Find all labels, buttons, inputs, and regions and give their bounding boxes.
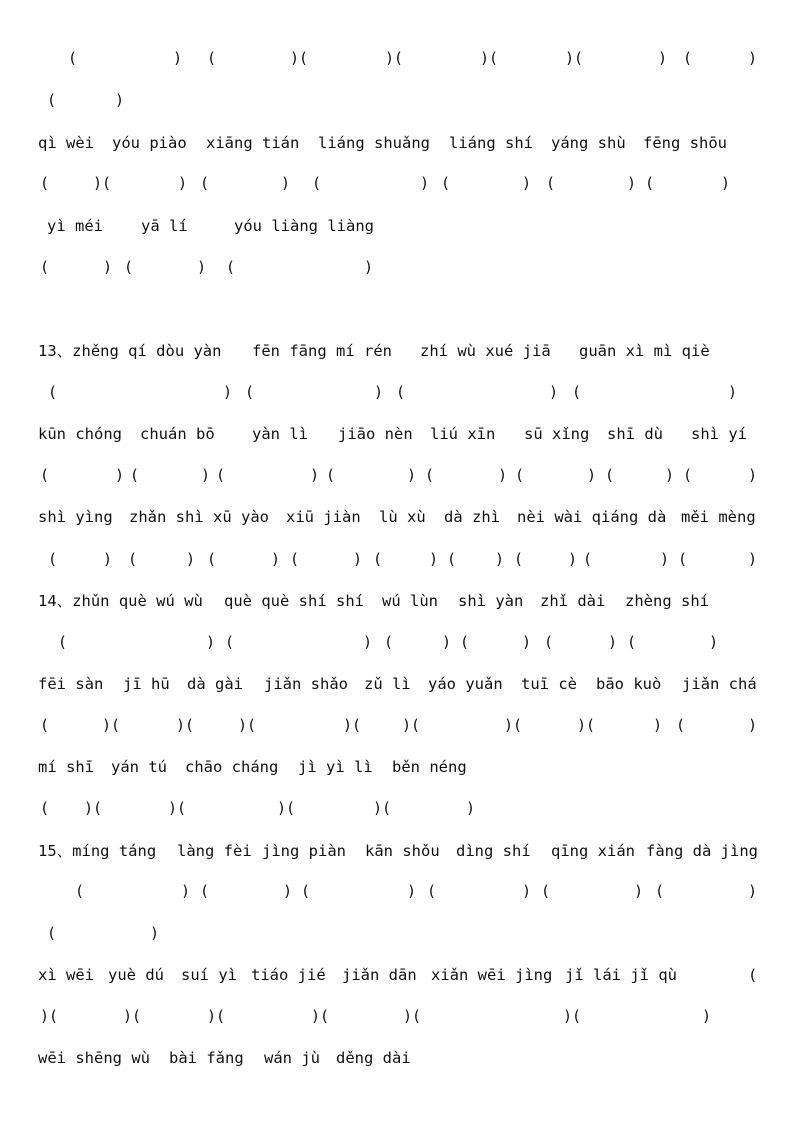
pinyin-word: fēn fāng mí rén bbox=[252, 342, 392, 360]
answer-blank-paren[interactable]: ) bbox=[466, 799, 476, 817]
answer-blank-paren[interactable]: ( bbox=[460, 633, 470, 651]
answer-blank-paren[interactable]: ) bbox=[407, 882, 417, 900]
pinyin-word: xì wēi bbox=[38, 966, 94, 984]
answer-blank-paren[interactable]: ( bbox=[627, 633, 637, 651]
answer-blank-paren[interactable]: )( bbox=[402, 716, 421, 734]
answer-blank-paren[interactable]: ( bbox=[200, 174, 210, 192]
pinyin-word: zǔ lì bbox=[364, 675, 411, 693]
pinyin-word: jì yì lì bbox=[298, 758, 373, 776]
answer-blank-paren[interactable]: ( bbox=[48, 550, 58, 568]
pinyin-word: yā lí bbox=[141, 217, 188, 235]
answer-blank-paren[interactable]: ) bbox=[420, 174, 430, 192]
answer-blank-paren[interactable]: ( bbox=[40, 174, 50, 192]
answer-blank-paren[interactable]: ) bbox=[660, 550, 670, 568]
answer-blank-paren[interactable]: ( bbox=[676, 716, 686, 734]
answer-blank-paren[interactable]: ) bbox=[407, 466, 417, 484]
pinyin-word: làng fèi bbox=[177, 842, 252, 860]
answer-blank-paren[interactable]: )( bbox=[565, 49, 584, 67]
answer-blank-paren[interactable]: )( bbox=[577, 716, 596, 734]
answer-blank-row bbox=[0, 797, 794, 819]
answer-blank-paren[interactable]: ) bbox=[748, 466, 758, 484]
answer-blank-paren[interactable]: ) bbox=[568, 550, 578, 568]
answer-blank-paren[interactable]: )( bbox=[277, 799, 296, 817]
pinyin-word: shì yìng bbox=[38, 508, 113, 526]
pinyin-word: jiǎn shǎo bbox=[264, 675, 348, 693]
answer-blank-paren[interactable]: ) bbox=[201, 466, 211, 484]
answer-blank-paren[interactable]: ) bbox=[197, 258, 207, 276]
pinyin-row bbox=[0, 340, 794, 362]
pinyin-word: shì yí bbox=[691, 425, 747, 443]
answer-blank-paren[interactable]: )( bbox=[290, 49, 309, 67]
answer-blank-paren[interactable]: ( bbox=[216, 466, 226, 484]
pinyin-word: yáng shù bbox=[551, 134, 626, 152]
answer-blank-paren[interactable]: ) bbox=[653, 716, 663, 734]
pinyin-word: yàn lì bbox=[252, 425, 308, 443]
pinyin-row bbox=[0, 132, 794, 154]
answer-blank-paren[interactable]: )( bbox=[168, 799, 187, 817]
answer-blank-paren[interactable]: ) bbox=[223, 383, 233, 401]
pinyin-word: chāo cháng bbox=[185, 758, 279, 776]
pinyin-row bbox=[0, 423, 794, 445]
answer-blank-paren[interactable]: ) bbox=[634, 882, 644, 900]
answer-blank-paren[interactable]: )( bbox=[102, 716, 121, 734]
answer-blank-paren[interactable]: ) bbox=[587, 466, 597, 484]
answer-blank-paren[interactable]: ( bbox=[447, 550, 457, 568]
answer-blank-paren[interactable]: ( bbox=[301, 882, 311, 900]
pinyin-word: chuán bō bbox=[140, 425, 215, 443]
answer-blank-paren[interactable]: ( bbox=[655, 882, 665, 900]
pinyin-word: mí shī bbox=[38, 758, 94, 776]
answer-blank-paren[interactable]: ( bbox=[683, 466, 693, 484]
answer-blank-paren[interactable]: ( bbox=[326, 466, 336, 484]
pinyin-word: 13、zhěng qí dòu yàn bbox=[38, 342, 222, 360]
answer-blank-paren[interactable]: ( bbox=[48, 383, 58, 401]
answer-blank-paren[interactable]: ( bbox=[583, 550, 593, 568]
answer-blank-paren[interactable]: ( bbox=[541, 882, 551, 900]
pinyin-word: lù xù bbox=[379, 508, 426, 526]
pinyin-word: yóu piào bbox=[112, 134, 187, 152]
answer-blank-paren[interactable]: ( bbox=[58, 633, 68, 651]
answer-blank-paren[interactable]: ( bbox=[373, 550, 383, 568]
answer-blank-paren[interactable]: ) bbox=[103, 258, 113, 276]
answer-blank-paren[interactable]: ( bbox=[572, 383, 582, 401]
pinyin-word: yì méi bbox=[47, 217, 103, 235]
answer-blank-row bbox=[0, 381, 794, 403]
answer-blank-paren[interactable]: ( bbox=[645, 174, 655, 192]
answer-blank-paren[interactable]: ) bbox=[549, 383, 559, 401]
pinyin-word: dà zhì bbox=[444, 508, 500, 526]
answer-blank-paren[interactable]: ) bbox=[173, 49, 183, 67]
pinyin-word: sū xǐng bbox=[524, 425, 590, 443]
pinyin-word: zhǐ dài bbox=[540, 592, 606, 610]
pinyin-row bbox=[0, 840, 794, 862]
pinyin-word: qīng xián bbox=[551, 842, 635, 860]
answer-blank-paren[interactable]: ) bbox=[363, 633, 373, 651]
answer-blank-paren[interactable]: ( bbox=[40, 799, 50, 817]
answer-blank-paren[interactable]: )( bbox=[176, 716, 195, 734]
answer-blank-paren[interactable]: ( bbox=[544, 633, 554, 651]
pinyin-word: dà gài bbox=[187, 675, 243, 693]
answer-blank-paren[interactable]: ) bbox=[150, 924, 160, 942]
answer-blank-paren[interactable]: ( bbox=[546, 174, 556, 192]
pinyin-word: 15、míng táng bbox=[38, 842, 157, 860]
answer-blank-paren[interactable]: ( bbox=[130, 466, 140, 484]
answer-blank-paren[interactable]: )( bbox=[504, 716, 523, 734]
answer-blank-paren[interactable]: ( bbox=[207, 49, 217, 67]
pinyin-word: nèi wài qiáng dà bbox=[517, 508, 667, 526]
pinyin-word: guān xì mì qiè bbox=[579, 342, 710, 360]
answer-blank-paren[interactable]: ) bbox=[115, 466, 125, 484]
answer-blank-paren[interactable]: ) bbox=[353, 550, 363, 568]
answer-blank-paren[interactable]: ) bbox=[429, 550, 439, 568]
pinyin-word: tuī cè bbox=[521, 675, 577, 693]
pinyin-row bbox=[0, 506, 794, 528]
answer-blank-row bbox=[0, 548, 794, 570]
answer-blank-paren[interactable]: ) bbox=[283, 882, 293, 900]
answer-blank-paren[interactable]: ( bbox=[290, 550, 300, 568]
pinyin-row bbox=[0, 673, 794, 695]
pinyin-word: xiāng tián bbox=[206, 134, 300, 152]
pinyin-row bbox=[0, 1047, 794, 1069]
answer-blank-paren[interactable]: ) bbox=[522, 174, 532, 192]
answer-blank-paren[interactable]: ) bbox=[103, 550, 113, 568]
answer-blank-paren[interactable]: )( bbox=[207, 1007, 226, 1025]
answer-blank-paren[interactable]: ) bbox=[709, 633, 719, 651]
answer-blank-row bbox=[0, 631, 794, 653]
answer-blank-paren[interactable]: ) bbox=[748, 882, 758, 900]
pinyin-word: wán jù bbox=[264, 1049, 320, 1067]
pinyin-word: fàng dà jìng bbox=[646, 842, 758, 860]
pinyin-row bbox=[0, 590, 794, 612]
answer-blank-paren[interactable]: ) bbox=[495, 550, 505, 568]
answer-blank-row bbox=[0, 47, 794, 69]
answer-blank-paren[interactable]: ) bbox=[658, 49, 668, 67]
answer-blank-paren[interactable]: ( bbox=[427, 882, 437, 900]
answer-blank-paren[interactable]: )( bbox=[84, 799, 103, 817]
answer-blank-paren[interactable]: ( bbox=[40, 466, 50, 484]
answer-blank-paren[interactable]: ( bbox=[683, 49, 693, 67]
answer-blank-paren[interactable]: ( bbox=[40, 258, 50, 276]
answer-blank-paren[interactable]: ( bbox=[47, 924, 57, 942]
pinyin-word: jìng piàn bbox=[262, 842, 346, 860]
answer-blank-paren[interactable]: ) bbox=[498, 466, 508, 484]
answer-blank-paren[interactable]: )( bbox=[373, 799, 392, 817]
answer-blank-paren[interactable]: ) bbox=[310, 466, 320, 484]
answer-blank-row bbox=[0, 1005, 794, 1027]
pinyin-word: zhí wù xué jiā bbox=[420, 342, 551, 360]
pinyin-word: yuè dú bbox=[108, 966, 164, 984]
answer-blank-paren[interactable]: ( bbox=[226, 258, 236, 276]
answer-blank-row bbox=[0, 922, 794, 944]
pinyin-word: jǐ lái jǐ qù bbox=[565, 966, 677, 984]
answer-blank-paren[interactable]: ) bbox=[702, 1007, 712, 1025]
pinyin-word: xiǎn wēi jìng bbox=[431, 966, 553, 984]
answer-blank-paren[interactable]: )( bbox=[238, 716, 257, 734]
answer-blank-paren[interactable]: ( bbox=[47, 91, 57, 109]
answer-blank-row bbox=[0, 89, 794, 111]
answer-blank-paren[interactable]: ) bbox=[281, 174, 291, 192]
pinyin-word: fēi sàn bbox=[38, 675, 104, 693]
answer-blank-paren[interactable]: ) bbox=[115, 91, 125, 109]
answer-blank-paren[interactable]: ( bbox=[678, 550, 688, 568]
pinyin-word: wēi shēng wù bbox=[38, 1049, 150, 1067]
answer-blank-paren[interactable]: ( bbox=[441, 174, 451, 192]
answer-blank-paren[interactable]: ) bbox=[271, 550, 281, 568]
answer-blank-paren[interactable]: ( bbox=[200, 882, 210, 900]
answer-blank-paren[interactable]: ) bbox=[728, 383, 738, 401]
answer-blank-paren[interactable]: )( bbox=[123, 1007, 142, 1025]
pinyin-word: tiáo jié bbox=[251, 966, 326, 984]
pinyin-word: jiǎn chá bbox=[682, 675, 757, 693]
answer-blank-paren[interactable]: ( bbox=[207, 550, 217, 568]
answer-blank-row bbox=[0, 172, 794, 194]
pinyin-word: jī hū bbox=[123, 675, 170, 693]
pinyin-word: zhǎn shì xū yào bbox=[129, 508, 269, 526]
answer-blank-paren[interactable]: ) bbox=[442, 633, 452, 651]
pinyin-word: shì yàn bbox=[458, 592, 524, 610]
answer-blank-paren[interactable]: ) bbox=[206, 633, 216, 651]
pinyin-word: 14、zhǔn què wú wù bbox=[38, 592, 203, 610]
answer-blank-paren[interactable]: )( bbox=[403, 1007, 422, 1025]
answer-blank-paren[interactable]: ) bbox=[181, 882, 191, 900]
pinyin-word: běn néng bbox=[392, 758, 467, 776]
pinyin-word: fēng shōu bbox=[643, 134, 727, 152]
pinyin-word: wú lùn bbox=[382, 592, 438, 610]
pinyin-word: bāo kuò bbox=[596, 675, 662, 693]
answer-blank-paren[interactable]: ( bbox=[515, 466, 525, 484]
answer-blank-paren[interactable]: ) bbox=[665, 466, 675, 484]
pinyin-word: liú xīn bbox=[430, 425, 496, 443]
answer-blank-paren[interactable]: ( bbox=[75, 882, 85, 900]
answer-blank-paren[interactable]: ( bbox=[225, 633, 235, 651]
answer-blank-paren[interactable]: ( bbox=[68, 49, 78, 67]
pinyin-word: yóu liàng liàng bbox=[234, 217, 374, 235]
pinyin-word: liáng shí bbox=[449, 134, 533, 152]
answer-blank-paren[interactable]: ( bbox=[245, 383, 255, 401]
answer-blank-paren[interactable]: ) bbox=[608, 633, 618, 651]
answer-blank-paren[interactable]: ( bbox=[128, 550, 138, 568]
answer-blank-paren[interactable]: ) bbox=[721, 174, 731, 192]
answer-blank-paren[interactable]: ) bbox=[522, 633, 532, 651]
answer-blank-paren[interactable]: ( bbox=[396, 383, 406, 401]
answer-blank-paren[interactable]: ( bbox=[425, 466, 435, 484]
pinyin-word: jiāo nèn bbox=[338, 425, 413, 443]
pinyin-word: jiǎn dān bbox=[342, 966, 417, 984]
answer-blank-row bbox=[0, 880, 794, 902]
pinyin-row bbox=[0, 215, 794, 237]
pinyin-word: zhèng shí bbox=[625, 592, 709, 610]
pinyin-word: děng dài bbox=[336, 1049, 411, 1067]
pinyin-row bbox=[0, 756, 794, 778]
pinyin-word: shī dù bbox=[607, 425, 663, 443]
answer-blank-paren[interactable]: )( bbox=[93, 174, 112, 192]
answer-blank-paren[interactable]: )( bbox=[563, 1007, 582, 1025]
answer-blank-paren[interactable]: )( bbox=[311, 1007, 330, 1025]
pinyin-word: qì wèi bbox=[38, 134, 94, 152]
pinyin-word: měi mèng bbox=[681, 508, 756, 526]
pinyin-word: yáo yuǎn bbox=[428, 675, 503, 693]
pinyin-word: liáng shuǎng bbox=[318, 134, 430, 152]
answer-blank-paren[interactable]: ) bbox=[364, 258, 374, 276]
answer-blank-paren[interactable]: ) bbox=[374, 383, 384, 401]
answer-blank-paren[interactable]: ) bbox=[748, 716, 758, 734]
answer-blank-paren[interactable]: )( bbox=[385, 49, 404, 67]
answer-blank-paren[interactable]: ) bbox=[748, 550, 758, 568]
answer-blank-paren[interactable]: ) bbox=[627, 174, 637, 192]
answer-blank-paren[interactable]: )( bbox=[343, 716, 362, 734]
answer-blank-paren[interactable]: ) bbox=[522, 882, 532, 900]
answer-blank-paren[interactable]: ) bbox=[178, 174, 188, 192]
pinyin-word: dìng shí bbox=[456, 842, 531, 860]
pinyin-word: xiū jiàn bbox=[286, 508, 361, 526]
pinyin-word: kūn chóng bbox=[38, 425, 122, 443]
answer-blank-paren[interactable]: ( bbox=[514, 550, 524, 568]
answer-blank-row bbox=[0, 714, 794, 736]
answer-blank-paren[interactable]: ( bbox=[384, 633, 394, 651]
answer-blank-row bbox=[0, 464, 794, 486]
pinyin-word: bài fǎng bbox=[169, 1049, 244, 1067]
answer-blank-paren[interactable]: ( bbox=[124, 258, 134, 276]
pinyin-word: què què shí shí bbox=[224, 592, 364, 610]
pinyin-word: kān shǒu bbox=[365, 842, 440, 860]
answer-blank-paren[interactable]: )( bbox=[480, 49, 499, 67]
answer-blank-paren[interactable]: ) bbox=[186, 550, 196, 568]
answer-blank-paren[interactable]: )( bbox=[40, 1007, 59, 1025]
pinyin-word: ( bbox=[748, 966, 758, 984]
answer-blank-paren[interactable]: ( bbox=[605, 466, 615, 484]
answer-blank-paren[interactable]: ) bbox=[748, 49, 758, 67]
pinyin-row bbox=[0, 964, 794, 986]
answer-blank-paren[interactable]: ( bbox=[40, 716, 50, 734]
answer-blank-paren[interactable]: ( bbox=[312, 174, 322, 192]
pinyin-word: suí yì bbox=[181, 966, 237, 984]
pinyin-word: yán tú bbox=[111, 758, 167, 776]
answer-blank-row bbox=[0, 256, 794, 278]
